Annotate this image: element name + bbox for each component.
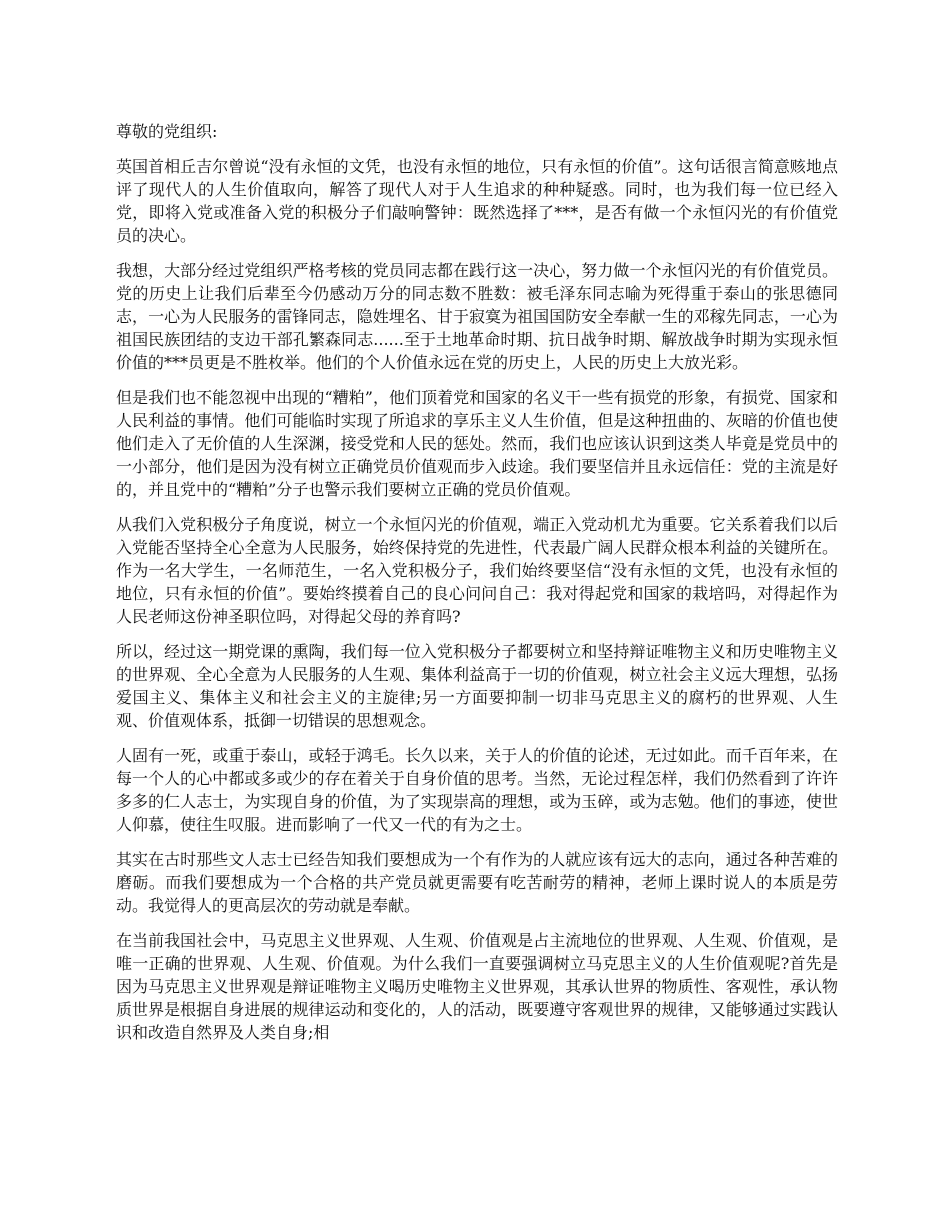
paragraph-4: 从我们入党积极分子角度说，树立一个永恒闪光的价值观，端正入党动机尤为重要。它关系着我们以后入党能否坚持全心全意为人民服务，始终保持党的先进性，代表最广阔人民群众根本利益的关键所在。作为一名大学生，一名师范生，一名入党积极分子，我们始终要坚信“没有永恒的文凭，也没有永恒的地位，只有永恒的价值”。要始终摸着自己的良心问问自己：我对得起党和国家的栽培吗，对得起作为人民老师这份神圣职位吗，对得起父母的养育吗? bbox=[116, 515, 838, 626]
paragraph-7: 其实在古时那些文人志士已经告知我们要想成为一个有作为的人就应该有远大的志向，通过各种苦难的磨砺。而我们要想成为一个合格的共产党员就更需要有吃苦耐劳的精神，老师上课时说人的本质是劳动。我觉得人的更高层次的劳动就是奉献。 bbox=[116, 850, 838, 915]
paragraph-8: 在当前我国社会中，马克思主义世界观、人生观、价值观是占主流地位的世界观、人生观、价值观，是唯一正确的世界观、人生观、价值观。为什么我们一直要强调树立马克思主义的人生价值观呢?首先是因为马克思主义世界观是辩证唯物主义喝历史唯物主义世界观，其承认世界的物质性、客观性，承认物质世界是根据自身进展的规律运动和变化的，人的活动，既要遵守客观世界的规律，又能够通过实践认识和改造自然界及人类自身;相 bbox=[116, 931, 838, 1042]
paragraph-5: 所以，经过这一期党课的熏陶，我们每一位入党积极分子都要树立和坚持辩证唯物主义和历史唯物主义的世界观、全心全意为人民服务的人生观、集体利益高于一切的价值观，树立社会主义远大理想，弘扬爱国主义、集体主义和社会主义的主旋律;另一方面要抑制一切非马克思主义的腐朽的世界观、人生观、价值观体系，抵御一切错误的思想观念。 bbox=[116, 642, 838, 730]
paragraph-3: 但是我们也不能忽视中出现的“糟粕”，他们顶着党和国家的名义干一些有损党的形象，有损党、国家和人民利益的事情。他们可能临时实现了所追求的享乐主义人生价值，但是这种扭曲的、灰暗的价值也使他们走入了无价值的人生深渊，接受党和人民的惩处。然而，我们也应该认识到这类人毕竟是党员中的一小部分，他们是因为没有树立正确党员价值观而步入歧途。我们要坚信并且永远信任：党的主流是好的，并且党中的“糟粕”分子也警示我们要树立正确的党员价值观。 bbox=[116, 388, 838, 499]
document-page bbox=[116, 120, 838, 1056]
paragraph-2: 我想，大部分经过党组织严格考核的党员同志都在践行这一决心，努力做一个永恒闪光的有价值党员。党的历史上让我们后辈至今仍感动万分的同志数不胜数：被毛泽东同志喻为死得重于泰山的张思德同志，一心为人民服务的雷锋同志，隐姓埋名、甘于寂寞为祖国国防安全奉献一生的邓稼先同志，一心为祖国民族团结的支边干部孔繁森同志......至于土地革命时期、抗日战争时期、解放战争时期为实现永恒价值的***员更是不胜枚举。他们的个人价值永远在党的历史上，人民的历史上大放光彩。 bbox=[116, 261, 838, 372]
paragraph-1: 英国首相丘吉尔曾说“没有永恒的文凭，也没有永恒的地位，只有永恒的价值”。这句话很言简意赅地点评了现代人的人生价值取向，解答了现代人对于人生追求的种种疑惑。同时，也为我们每一位已经入党，即将入党或准备入党的积极分子们敲响警钟：既然选择了***，是否有做一个永恒闪光的有价值党员的决心。 bbox=[116, 157, 838, 245]
salutation: 尊敬的党组织: bbox=[116, 122, 218, 141]
paragraph-6: 人固有一死，或重于泰山，或轻于鸿毛。长久以来，关于人的价值的论述，无过如此。而千百年来，在每一个人的心中都或多或少的存在着关于自身价值的思考。当然，无论过程怎样，我们仍然看到了许许多多的仁人志士，为实现自身的价值，为了实现崇高的理想，或为玉碎，或为志勉。他们的事迹，使世人仰慕，使往生叹服。进而影响了一代又一代的有为之士。 bbox=[116, 746, 838, 834]
